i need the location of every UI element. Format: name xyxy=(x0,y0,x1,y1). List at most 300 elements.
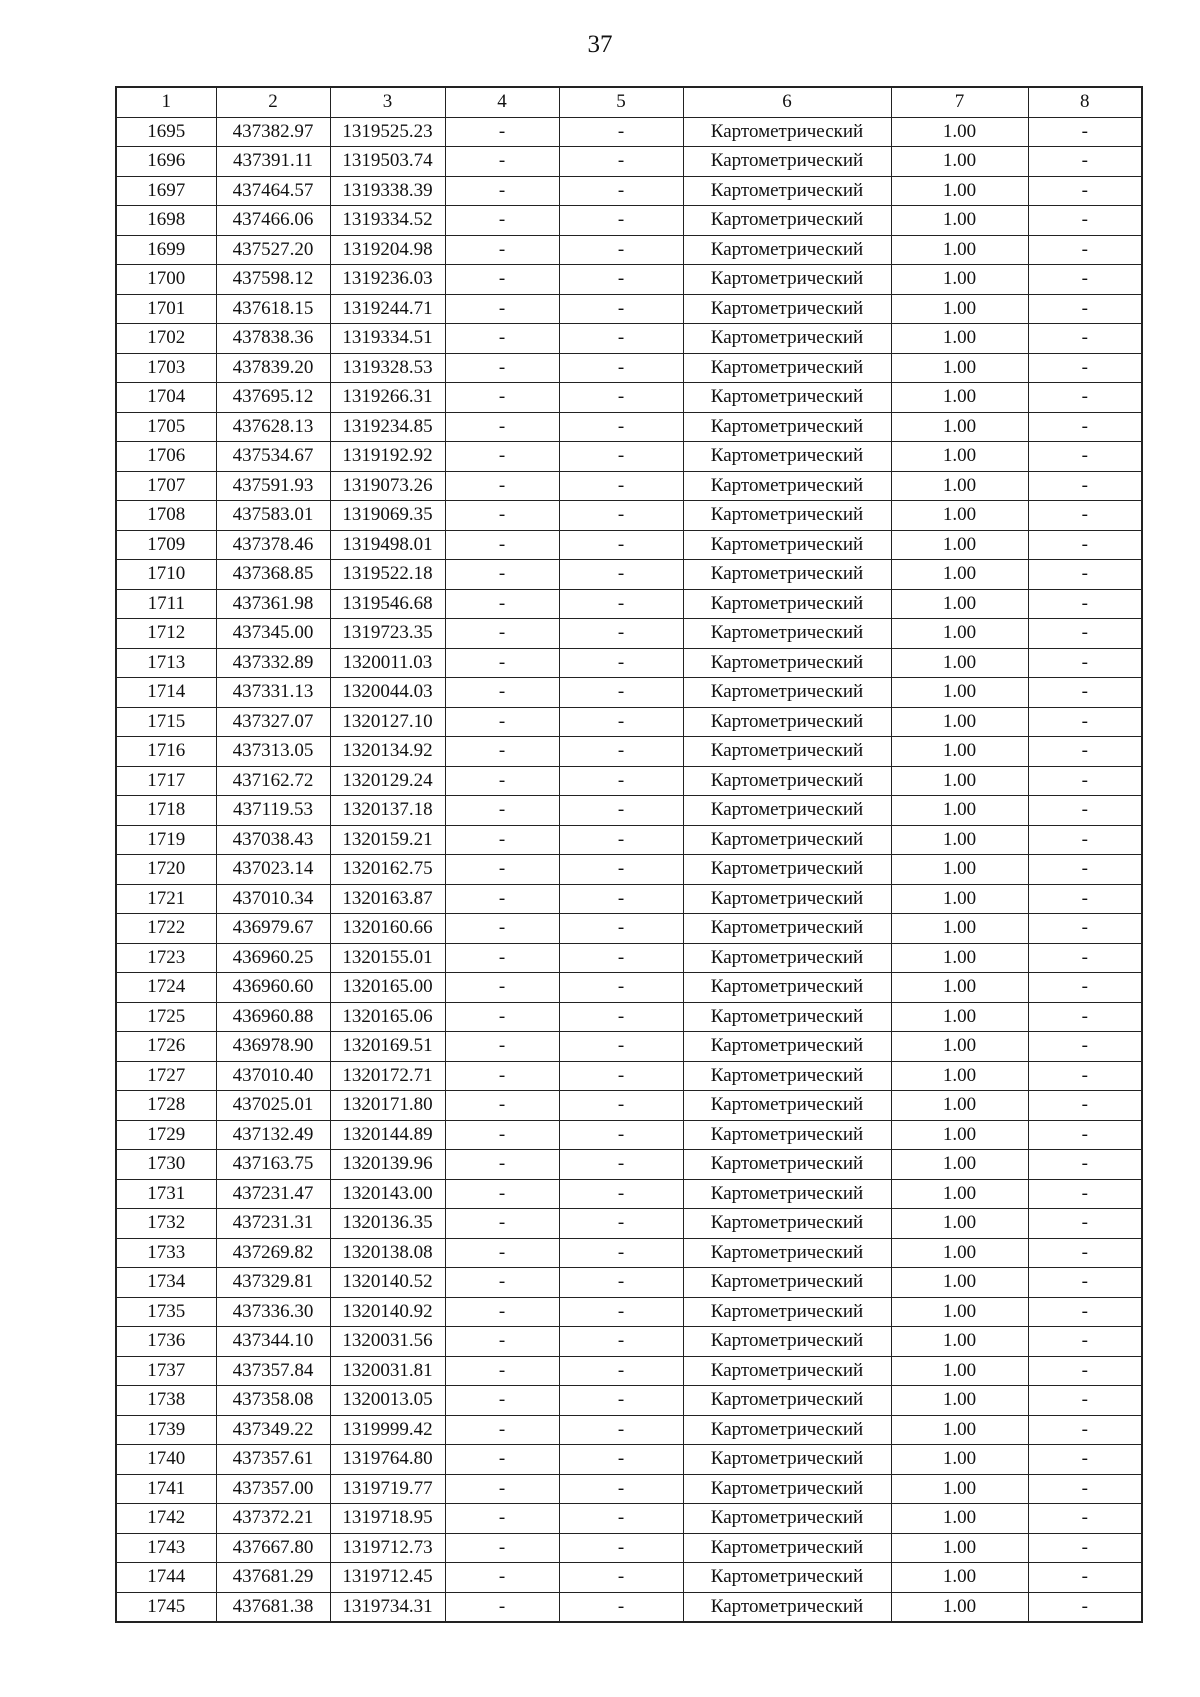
column-5-cell: - xyxy=(559,383,683,413)
column-8-cell: - xyxy=(1028,383,1142,413)
column-8-cell: - xyxy=(1028,117,1142,147)
accuracy-cell: 1.00 xyxy=(891,1002,1028,1032)
column-4-cell: - xyxy=(445,1474,559,1504)
table-row xyxy=(116,1150,1142,1180)
point-number-cell: 1719 xyxy=(116,825,216,855)
point-number-cell: 1696 xyxy=(116,147,216,177)
y-coordinate-cell: 1319244.71 xyxy=(330,294,445,324)
point-number-cell: 1742 xyxy=(116,1504,216,1534)
accuracy-cell: 1.00 xyxy=(891,383,1028,413)
accuracy-cell: 1.00 xyxy=(891,530,1028,560)
y-coordinate-cell: 1319234.85 xyxy=(330,412,445,442)
y-coordinate-cell: 1319073.26 xyxy=(330,471,445,501)
point-number-cell: 1743 xyxy=(116,1533,216,1563)
accuracy-cell: 1.00 xyxy=(891,737,1028,767)
column-8-cell: - xyxy=(1028,855,1142,885)
point-number-cell: 1700 xyxy=(116,265,216,295)
method-cell: Картометрический xyxy=(683,1386,891,1416)
column-8-cell: - xyxy=(1028,796,1142,826)
column-8-cell: - xyxy=(1028,943,1142,973)
accuracy-cell: 1.00 xyxy=(891,294,1028,324)
accuracy-cell: 1.00 xyxy=(891,501,1028,531)
column-8-cell: - xyxy=(1028,648,1142,678)
y-coordinate-cell: 1319712.45 xyxy=(330,1563,445,1593)
y-coordinate-cell: 1320137.18 xyxy=(330,796,445,826)
point-number-cell: 1724 xyxy=(116,973,216,1003)
table-row xyxy=(116,294,1142,324)
column-8-cell: - xyxy=(1028,442,1142,472)
x-coordinate-cell: 437838.36 xyxy=(216,324,330,354)
table-row xyxy=(116,943,1142,973)
table-row xyxy=(116,1091,1142,1121)
table-row xyxy=(116,324,1142,354)
y-coordinate-cell: 1319334.52 xyxy=(330,206,445,236)
point-number-cell: 1738 xyxy=(116,1386,216,1416)
x-coordinate-cell: 437163.75 xyxy=(216,1150,330,1180)
column-4-cell: - xyxy=(445,1150,559,1180)
accuracy-cell: 1.00 xyxy=(891,766,1028,796)
column-4-cell: - xyxy=(445,589,559,619)
method-cell: Картометрический xyxy=(683,914,891,944)
column-5-cell: - xyxy=(559,1091,683,1121)
point-number-cell: 1702 xyxy=(116,324,216,354)
x-coordinate-cell: 437327.07 xyxy=(216,707,330,737)
method-cell: Картометрический xyxy=(683,1268,891,1298)
x-coordinate-cell: 437313.05 xyxy=(216,737,330,767)
accuracy-cell: 1.00 xyxy=(891,589,1028,619)
point-number-cell: 1697 xyxy=(116,176,216,206)
x-coordinate-cell: 437025.01 xyxy=(216,1091,330,1121)
column-5-cell: - xyxy=(559,530,683,560)
accuracy-cell: 1.00 xyxy=(891,176,1028,206)
column-5-cell: - xyxy=(559,294,683,324)
column-4-cell: - xyxy=(445,1415,559,1445)
column-8-cell: - xyxy=(1028,1150,1142,1180)
point-number-cell: 1744 xyxy=(116,1563,216,1593)
accuracy-cell: 1.00 xyxy=(891,884,1028,914)
column-4-cell: - xyxy=(445,1091,559,1121)
column-8-cell: - xyxy=(1028,1091,1142,1121)
column-4-cell: - xyxy=(445,619,559,649)
y-coordinate-cell: 1320171.80 xyxy=(330,1091,445,1121)
method-cell: Картометрический xyxy=(683,973,891,1003)
table-row xyxy=(116,530,1142,560)
point-number-cell: 1718 xyxy=(116,796,216,826)
column-8-cell: - xyxy=(1028,1061,1142,1091)
column-5-cell: - xyxy=(559,973,683,1003)
accuracy-cell: 1.00 xyxy=(891,235,1028,265)
column-8-cell: - xyxy=(1028,1297,1142,1327)
column-5-cell: - xyxy=(559,1504,683,1534)
column-4-cell: - xyxy=(445,353,559,383)
x-coordinate-cell: 436960.60 xyxy=(216,973,330,1003)
point-number-cell: 1745 xyxy=(116,1592,216,1622)
column-5-cell: - xyxy=(559,707,683,737)
column-4-cell: - xyxy=(445,294,559,324)
table-row xyxy=(116,825,1142,855)
table-row xyxy=(116,737,1142,767)
accuracy-cell: 1.00 xyxy=(891,648,1028,678)
column-5-cell: - xyxy=(559,825,683,855)
point-number-cell: 1710 xyxy=(116,560,216,590)
table-row xyxy=(116,1238,1142,1268)
column-8-cell: - xyxy=(1028,471,1142,501)
y-coordinate-cell: 1320139.96 xyxy=(330,1150,445,1180)
x-coordinate-cell: 437357.61 xyxy=(216,1445,330,1475)
table-row xyxy=(116,560,1142,590)
coordinates-table xyxy=(115,86,1143,1623)
column-4-cell: - xyxy=(445,1445,559,1475)
table-body xyxy=(116,117,1142,1622)
method-cell: Картометрический xyxy=(683,796,891,826)
column-5-cell: - xyxy=(559,501,683,531)
y-coordinate-cell: 1320127.10 xyxy=(330,707,445,737)
point-number-cell: 1736 xyxy=(116,1327,216,1357)
point-number-cell: 1703 xyxy=(116,353,216,383)
x-coordinate-cell: 437681.38 xyxy=(216,1592,330,1622)
method-cell: Картометрический xyxy=(683,707,891,737)
column-4-cell: - xyxy=(445,530,559,560)
accuracy-cell: 1.00 xyxy=(891,1504,1028,1534)
x-coordinate-cell: 437358.08 xyxy=(216,1386,330,1416)
table-row xyxy=(116,383,1142,413)
table-row xyxy=(116,1032,1142,1062)
x-coordinate-cell: 436960.25 xyxy=(216,943,330,973)
y-coordinate-cell: 1319723.35 xyxy=(330,619,445,649)
column-4-cell: - xyxy=(445,176,559,206)
table-row xyxy=(116,766,1142,796)
method-cell: Картометрический xyxy=(683,1356,891,1386)
point-number-cell: 1698 xyxy=(116,206,216,236)
accuracy-cell: 1.00 xyxy=(891,117,1028,147)
y-coordinate-cell: 1319712.73 xyxy=(330,1533,445,1563)
method-cell: Картометрический xyxy=(683,235,891,265)
column-8-cell: - xyxy=(1028,560,1142,590)
method-cell: Картометрический xyxy=(683,412,891,442)
accuracy-cell: 1.00 xyxy=(891,1415,1028,1445)
column-header: 5 xyxy=(559,87,683,117)
x-coordinate-cell: 437372.21 xyxy=(216,1504,330,1534)
column-5-cell: - xyxy=(559,1386,683,1416)
column-4-cell: - xyxy=(445,1179,559,1209)
table-row xyxy=(116,1415,1142,1445)
point-number-cell: 1709 xyxy=(116,530,216,560)
column-5-cell: - xyxy=(559,176,683,206)
table-row xyxy=(116,206,1142,236)
point-number-cell: 1737 xyxy=(116,1356,216,1386)
table-row xyxy=(116,973,1142,1003)
method-cell: Картометрический xyxy=(683,176,891,206)
y-coordinate-cell: 1320165.06 xyxy=(330,1002,445,1032)
accuracy-cell: 1.00 xyxy=(891,825,1028,855)
x-coordinate-cell: 437231.31 xyxy=(216,1209,330,1239)
column-8-cell: - xyxy=(1028,324,1142,354)
point-number-cell: 1714 xyxy=(116,678,216,708)
accuracy-cell: 1.00 xyxy=(891,1356,1028,1386)
method-cell: Картометрический xyxy=(683,294,891,324)
method-cell: Картометрический xyxy=(683,766,891,796)
table-row xyxy=(116,1533,1142,1563)
accuracy-cell: 1.00 xyxy=(891,1386,1028,1416)
method-cell: Картометрический xyxy=(683,206,891,236)
column-8-cell: - xyxy=(1028,1415,1142,1445)
y-coordinate-cell: 1320143.00 xyxy=(330,1179,445,1209)
column-8-cell: - xyxy=(1028,619,1142,649)
x-coordinate-cell: 437132.49 xyxy=(216,1120,330,1150)
column-4-cell: - xyxy=(445,1209,559,1239)
column-5-cell: - xyxy=(559,1533,683,1563)
method-cell: Картометрический xyxy=(683,1474,891,1504)
column-8-cell: - xyxy=(1028,1032,1142,1062)
table-row xyxy=(116,796,1142,826)
column-5-cell: - xyxy=(559,648,683,678)
point-number-cell: 1735 xyxy=(116,1297,216,1327)
column-5-cell: - xyxy=(559,1120,683,1150)
column-4-cell: - xyxy=(445,766,559,796)
y-coordinate-cell: 1319338.39 xyxy=(330,176,445,206)
column-8-cell: - xyxy=(1028,1179,1142,1209)
column-5-cell: - xyxy=(559,1327,683,1357)
point-number-cell: 1730 xyxy=(116,1150,216,1180)
column-4-cell: - xyxy=(445,1268,559,1298)
column-5-cell: - xyxy=(559,943,683,973)
column-header: 4 xyxy=(445,87,559,117)
column-5-cell: - xyxy=(559,1297,683,1327)
column-4-cell: - xyxy=(445,1533,559,1563)
x-coordinate-cell: 437382.97 xyxy=(216,117,330,147)
y-coordinate-cell: 1319764.80 xyxy=(330,1445,445,1475)
column-8-cell: - xyxy=(1028,235,1142,265)
point-number-cell: 1711 xyxy=(116,589,216,619)
column-8-cell: - xyxy=(1028,176,1142,206)
method-cell: Картометрический xyxy=(683,855,891,885)
x-coordinate-cell: 437023.14 xyxy=(216,855,330,885)
column-8-cell: - xyxy=(1028,147,1142,177)
method-cell: Картометрический xyxy=(683,589,891,619)
accuracy-cell: 1.00 xyxy=(891,1533,1028,1563)
method-cell: Картометрический xyxy=(683,1209,891,1239)
point-number-cell: 1717 xyxy=(116,766,216,796)
column-header: 6 xyxy=(683,87,891,117)
accuracy-cell: 1.00 xyxy=(891,1209,1028,1239)
column-8-cell: - xyxy=(1028,1533,1142,1563)
column-4-cell: - xyxy=(445,412,559,442)
accuracy-cell: 1.00 xyxy=(891,707,1028,737)
method-cell: Картометрический xyxy=(683,1504,891,1534)
point-number-cell: 1726 xyxy=(116,1032,216,1062)
x-coordinate-cell: 437534.67 xyxy=(216,442,330,472)
column-8-cell: - xyxy=(1028,589,1142,619)
column-5-cell: - xyxy=(559,1356,683,1386)
column-4-cell: - xyxy=(445,442,559,472)
y-coordinate-cell: 1320129.24 xyxy=(330,766,445,796)
x-coordinate-cell: 437336.30 xyxy=(216,1297,330,1327)
accuracy-cell: 1.00 xyxy=(891,471,1028,501)
point-number-cell: 1741 xyxy=(116,1474,216,1504)
table-row xyxy=(116,412,1142,442)
table-row xyxy=(116,353,1142,383)
y-coordinate-cell: 1320134.92 xyxy=(330,737,445,767)
method-cell: Картометрический xyxy=(683,1533,891,1563)
method-cell: Картометрический xyxy=(683,1592,891,1622)
column-8-cell: - xyxy=(1028,766,1142,796)
point-number-cell: 1704 xyxy=(116,383,216,413)
x-coordinate-cell: 437391.11 xyxy=(216,147,330,177)
accuracy-cell: 1.00 xyxy=(891,1061,1028,1091)
method-cell: Картометрический xyxy=(683,383,891,413)
x-coordinate-cell: 437357.84 xyxy=(216,1356,330,1386)
column-8-cell: - xyxy=(1028,1268,1142,1298)
column-8-cell: - xyxy=(1028,1238,1142,1268)
table-row xyxy=(116,1297,1142,1327)
accuracy-cell: 1.00 xyxy=(891,442,1028,472)
accuracy-cell: 1.00 xyxy=(891,1297,1028,1327)
y-coordinate-cell: 1320136.35 xyxy=(330,1209,445,1239)
method-cell: Картометрический xyxy=(683,648,891,678)
method-cell: Картометрический xyxy=(683,353,891,383)
column-8-cell: - xyxy=(1028,678,1142,708)
accuracy-cell: 1.00 xyxy=(891,619,1028,649)
accuracy-cell: 1.00 xyxy=(891,1120,1028,1150)
accuracy-cell: 1.00 xyxy=(891,1592,1028,1622)
table-row xyxy=(116,1474,1142,1504)
accuracy-cell: 1.00 xyxy=(891,412,1028,442)
column-8-cell: - xyxy=(1028,265,1142,295)
column-5-cell: - xyxy=(559,1268,683,1298)
y-coordinate-cell: 1320044.03 xyxy=(330,678,445,708)
column-4-cell: - xyxy=(445,117,559,147)
point-number-cell: 1727 xyxy=(116,1061,216,1091)
table-row xyxy=(116,1327,1142,1357)
column-header: 7 xyxy=(891,87,1028,117)
y-coordinate-cell: 1319204.98 xyxy=(330,235,445,265)
column-8-cell: - xyxy=(1028,1592,1142,1622)
method-cell: Картометрический xyxy=(683,324,891,354)
table-row xyxy=(116,442,1142,472)
column-5-cell: - xyxy=(559,855,683,885)
column-8-cell: - xyxy=(1028,412,1142,442)
accuracy-cell: 1.00 xyxy=(891,1179,1028,1209)
table-row xyxy=(116,1445,1142,1475)
y-coordinate-cell: 1319069.35 xyxy=(330,501,445,531)
point-number-cell: 1715 xyxy=(116,707,216,737)
x-coordinate-cell: 437591.93 xyxy=(216,471,330,501)
point-number-cell: 1695 xyxy=(116,117,216,147)
accuracy-cell: 1.00 xyxy=(891,943,1028,973)
y-coordinate-cell: 1319503.74 xyxy=(330,147,445,177)
x-coordinate-cell: 437695.12 xyxy=(216,383,330,413)
x-coordinate-cell: 437618.15 xyxy=(216,294,330,324)
column-4-cell: - xyxy=(445,1032,559,1062)
column-8-cell: - xyxy=(1028,501,1142,531)
y-coordinate-cell: 1319236.03 xyxy=(330,265,445,295)
method-cell: Картометрический xyxy=(683,1238,891,1268)
column-4-cell: - xyxy=(445,1563,559,1593)
table-row xyxy=(116,589,1142,619)
y-coordinate-cell: 1320169.51 xyxy=(330,1032,445,1062)
table-row xyxy=(116,1209,1142,1239)
column-8-cell: - xyxy=(1028,353,1142,383)
method-cell: Картометрический xyxy=(683,265,891,295)
table-row xyxy=(116,1061,1142,1091)
table-row xyxy=(116,1002,1142,1032)
table-header-row xyxy=(116,87,1142,117)
table-row xyxy=(116,678,1142,708)
column-4-cell: - xyxy=(445,147,559,177)
x-coordinate-cell: 437344.10 xyxy=(216,1327,330,1357)
column-4-cell: - xyxy=(445,796,559,826)
column-8-cell: - xyxy=(1028,884,1142,914)
table-row xyxy=(116,176,1142,206)
column-5-cell: - xyxy=(559,353,683,383)
accuracy-cell: 1.00 xyxy=(891,324,1028,354)
column-header: 8 xyxy=(1028,87,1142,117)
method-cell: Картометрический xyxy=(683,560,891,590)
y-coordinate-cell: 1320155.01 xyxy=(330,943,445,973)
accuracy-cell: 1.00 xyxy=(891,353,1028,383)
column-4-cell: - xyxy=(445,884,559,914)
column-4-cell: - xyxy=(445,235,559,265)
y-coordinate-cell: 1319522.18 xyxy=(330,560,445,590)
point-number-cell: 1707 xyxy=(116,471,216,501)
point-number-cell: 1739 xyxy=(116,1415,216,1445)
method-cell: Картометрический xyxy=(683,737,891,767)
point-number-cell: 1728 xyxy=(116,1091,216,1121)
accuracy-cell: 1.00 xyxy=(891,973,1028,1003)
column-5-cell: - xyxy=(559,1150,683,1180)
y-coordinate-cell: 1320172.71 xyxy=(330,1061,445,1091)
point-number-cell: 1701 xyxy=(116,294,216,324)
column-5-cell: - xyxy=(559,1474,683,1504)
column-5-cell: - xyxy=(559,117,683,147)
method-cell: Картометрический xyxy=(683,1061,891,1091)
column-5-cell: - xyxy=(559,235,683,265)
x-coordinate-cell: 436960.88 xyxy=(216,1002,330,1032)
column-header: 1 xyxy=(116,87,216,117)
x-coordinate-cell: 437349.22 xyxy=(216,1415,330,1445)
method-cell: Картометрический xyxy=(683,825,891,855)
column-8-cell: - xyxy=(1028,294,1142,324)
column-5-cell: - xyxy=(559,265,683,295)
y-coordinate-cell: 1319266.31 xyxy=(330,383,445,413)
table-row xyxy=(116,1356,1142,1386)
column-4-cell: - xyxy=(445,678,559,708)
point-number-cell: 1729 xyxy=(116,1120,216,1150)
y-coordinate-cell: 1319999.42 xyxy=(330,1415,445,1445)
y-coordinate-cell: 1320031.56 xyxy=(330,1327,445,1357)
column-5-cell: - xyxy=(559,884,683,914)
y-coordinate-cell: 1320160.66 xyxy=(330,914,445,944)
point-number-cell: 1708 xyxy=(116,501,216,531)
method-cell: Картометрический xyxy=(683,442,891,472)
x-coordinate-cell: 437466.06 xyxy=(216,206,330,236)
column-5-cell: - xyxy=(559,619,683,649)
column-8-cell: - xyxy=(1028,1356,1142,1386)
method-cell: Картометрический xyxy=(683,1445,891,1475)
accuracy-cell: 1.00 xyxy=(891,1268,1028,1298)
accuracy-cell: 1.00 xyxy=(891,1563,1028,1593)
point-number-cell: 1722 xyxy=(116,914,216,944)
method-cell: Картометрический xyxy=(683,530,891,560)
y-coordinate-cell: 1319334.51 xyxy=(330,324,445,354)
x-coordinate-cell: 437331.13 xyxy=(216,678,330,708)
y-coordinate-cell: 1320165.00 xyxy=(330,973,445,1003)
x-coordinate-cell: 437839.20 xyxy=(216,353,330,383)
column-5-cell: - xyxy=(559,1592,683,1622)
column-5-cell: - xyxy=(559,1061,683,1091)
column-4-cell: - xyxy=(445,1297,559,1327)
column-4-cell: - xyxy=(445,471,559,501)
